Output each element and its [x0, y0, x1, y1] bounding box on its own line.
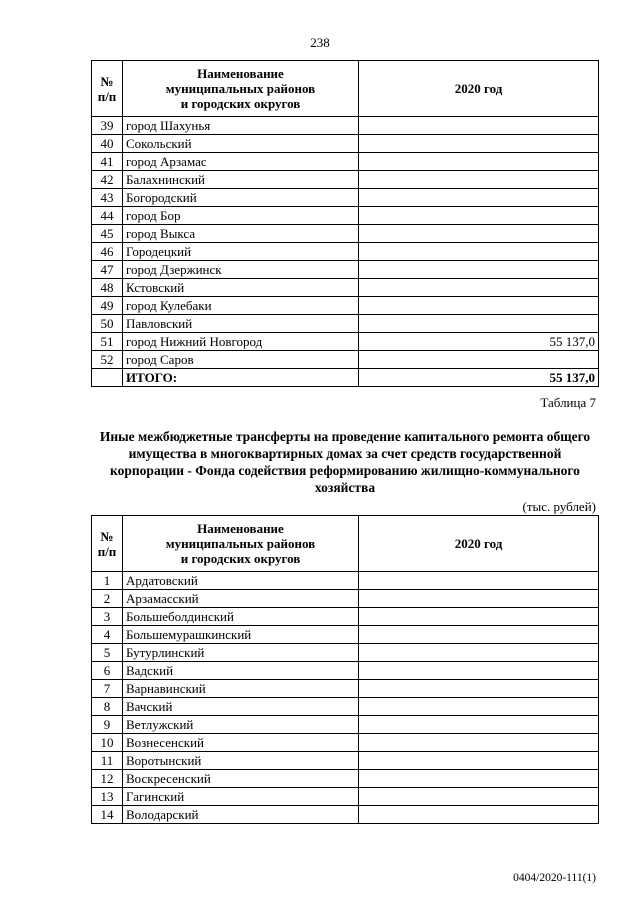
- table-row: [92, 608, 599, 626]
- amount-value: 55 137,0: [359, 333, 599, 351]
- table-row: [92, 351, 599, 369]
- amount-value: [359, 734, 599, 752]
- row-number: 49: [92, 297, 123, 315]
- table-row: [92, 806, 599, 824]
- header-name-line: Наименование: [197, 521, 284, 536]
- units-label: (тыс. рублей): [522, 499, 596, 514]
- municipality-name: Сокольский: [123, 135, 359, 153]
- table-row: [92, 333, 599, 351]
- header-name: [123, 516, 359, 572]
- table-row: [92, 572, 599, 590]
- municipality-name: город Шахунья: [123, 117, 359, 135]
- table-row: [92, 243, 599, 261]
- header-name-line: Наименование: [197, 66, 284, 81]
- table-header-row: [92, 61, 599, 117]
- amount-value: [359, 135, 599, 153]
- amount-value: [359, 644, 599, 662]
- table-row: [92, 716, 599, 734]
- municipality-name: Вознесенский: [123, 734, 359, 752]
- amount-value: [359, 680, 599, 698]
- table-row: [92, 315, 599, 333]
- header-name-line: и городских округов: [180, 96, 301, 111]
- municipality-name: Балахнинский: [123, 171, 359, 189]
- row-number: 10: [92, 734, 123, 752]
- municipality-name: город Выкса: [123, 225, 359, 243]
- amount-value: [359, 608, 599, 626]
- amount-value: [359, 698, 599, 716]
- table-row: [92, 680, 599, 698]
- municipality-name: Вадский: [123, 662, 359, 680]
- row-number: 3: [92, 608, 123, 626]
- amount-value: [359, 225, 599, 243]
- row-number: 41: [92, 153, 123, 171]
- municipality-name: Богородский: [123, 189, 359, 207]
- table-row: [92, 207, 599, 225]
- amount-value: [359, 297, 599, 315]
- row-number: 42: [92, 171, 123, 189]
- amount-value: [359, 752, 599, 770]
- municipality-name: город Нижний Новгород: [123, 333, 359, 351]
- municipality-name: Большеболдинский: [123, 608, 359, 626]
- row-number: 1: [92, 572, 123, 590]
- amount-value: [359, 806, 599, 824]
- header-name-line: муниципальных районов: [165, 81, 316, 96]
- total-label: ИТОГО:: [123, 369, 359, 387]
- amount-value: [359, 626, 599, 644]
- table-header-row: [92, 516, 599, 572]
- municipality-name: город Бор: [123, 207, 359, 225]
- transfers-table-continued: [91, 60, 599, 387]
- amount-value: [359, 351, 599, 369]
- table-row: [92, 662, 599, 680]
- row-number: 52: [92, 351, 123, 369]
- amount-value: [359, 171, 599, 189]
- municipality-name: Городецкий: [123, 243, 359, 261]
- header-num-label: № п/п: [97, 73, 117, 104]
- municipality-name: Бутурлинский: [123, 644, 359, 662]
- header-num-label: № п/п: [97, 528, 117, 559]
- row-number: 46: [92, 243, 123, 261]
- total-row: [92, 369, 599, 387]
- amount-value: [359, 117, 599, 135]
- municipality-name: город Дзержинск: [123, 261, 359, 279]
- amount-value: [359, 716, 599, 734]
- row-number: 50: [92, 315, 123, 333]
- header-num: [92, 516, 123, 572]
- municipality-name: Кстовский: [123, 279, 359, 297]
- row-number: 13: [92, 788, 123, 806]
- table-row: [92, 734, 599, 752]
- amount-value: [359, 243, 599, 261]
- municipality-name: Ардатовский: [123, 572, 359, 590]
- municipality-name: Гагинский: [123, 788, 359, 806]
- municipality-name: Воскресенский: [123, 770, 359, 788]
- row-number: 7: [92, 680, 123, 698]
- municipality-name: Арзамасский: [123, 590, 359, 608]
- amount-value: [359, 189, 599, 207]
- table-row: [92, 153, 599, 171]
- table-row: [92, 261, 599, 279]
- table-row: [92, 225, 599, 243]
- row-number: 9: [92, 716, 123, 734]
- municipality-name: Варнавинский: [123, 680, 359, 698]
- amount-value: [359, 662, 599, 680]
- header-name-line: и городских округов: [180, 551, 301, 566]
- header-year: 2020 год: [359, 61, 599, 117]
- table-row: [92, 135, 599, 153]
- table-row: [92, 279, 599, 297]
- amount-value: [359, 261, 599, 279]
- amount-value: [359, 207, 599, 225]
- row-number: 45: [92, 225, 123, 243]
- header-name-line: муниципальных районов: [165, 536, 316, 551]
- table-row: [92, 698, 599, 716]
- table-row: [92, 171, 599, 189]
- header-num: [92, 61, 123, 117]
- row-number: 12: [92, 770, 123, 788]
- total-num-cell: [92, 369, 123, 387]
- municipality-name: Павловский: [123, 315, 359, 333]
- amount-value: [359, 153, 599, 171]
- capital-repair-transfers-table: [91, 515, 599, 824]
- section-title: Иные межбюджетные трансферты на проведение капитального ремонта общего имущества в многоквартирных домах за счет средств государственной корпорации - Фонда содействия реформированию жилищно-коммунального хозяйства: [99, 429, 591, 495]
- amount-value: [359, 590, 599, 608]
- row-number: 8: [92, 698, 123, 716]
- header-year: 2020 год: [359, 516, 599, 572]
- row-number: 47: [92, 261, 123, 279]
- row-number: 44: [92, 207, 123, 225]
- row-number: 39: [92, 117, 123, 135]
- amount-value: [359, 315, 599, 333]
- table-row: [92, 644, 599, 662]
- table-label: Таблица 7: [540, 395, 596, 410]
- row-number: 4: [92, 626, 123, 644]
- row-number: 2: [92, 590, 123, 608]
- amount-value: [359, 572, 599, 590]
- table-row: [92, 590, 599, 608]
- table-row: [92, 770, 599, 788]
- page-number: 238: [310, 35, 330, 50]
- document-code: 0404/2020-111(1): [513, 872, 596, 884]
- row-number: 5: [92, 644, 123, 662]
- row-number: 11: [92, 752, 123, 770]
- header-name: [123, 61, 359, 117]
- amount-value: [359, 788, 599, 806]
- table-row: [92, 117, 599, 135]
- municipality-name: город Саров: [123, 351, 359, 369]
- row-number: 14: [92, 806, 123, 824]
- total-value: 55 137,0: [359, 369, 599, 387]
- table-row: [92, 297, 599, 315]
- amount-value: [359, 279, 599, 297]
- table-row: [92, 626, 599, 644]
- row-number: 6: [92, 662, 123, 680]
- municipality-name: Вачский: [123, 698, 359, 716]
- row-number: 51: [92, 333, 123, 351]
- municipality-name: Ветлужский: [123, 716, 359, 734]
- municipality-name: город Кулебаки: [123, 297, 359, 315]
- table-row: [92, 752, 599, 770]
- table-row: [92, 788, 599, 806]
- municipality-name: город Арзамас: [123, 153, 359, 171]
- row-number: 43: [92, 189, 123, 207]
- table-row: [92, 189, 599, 207]
- row-number: 40: [92, 135, 123, 153]
- municipality-name: Володарский: [123, 806, 359, 824]
- amount-value: [359, 770, 599, 788]
- municipality-name: Большемурашкинский: [123, 626, 359, 644]
- row-number: 48: [92, 279, 123, 297]
- municipality-name: Воротынский: [123, 752, 359, 770]
